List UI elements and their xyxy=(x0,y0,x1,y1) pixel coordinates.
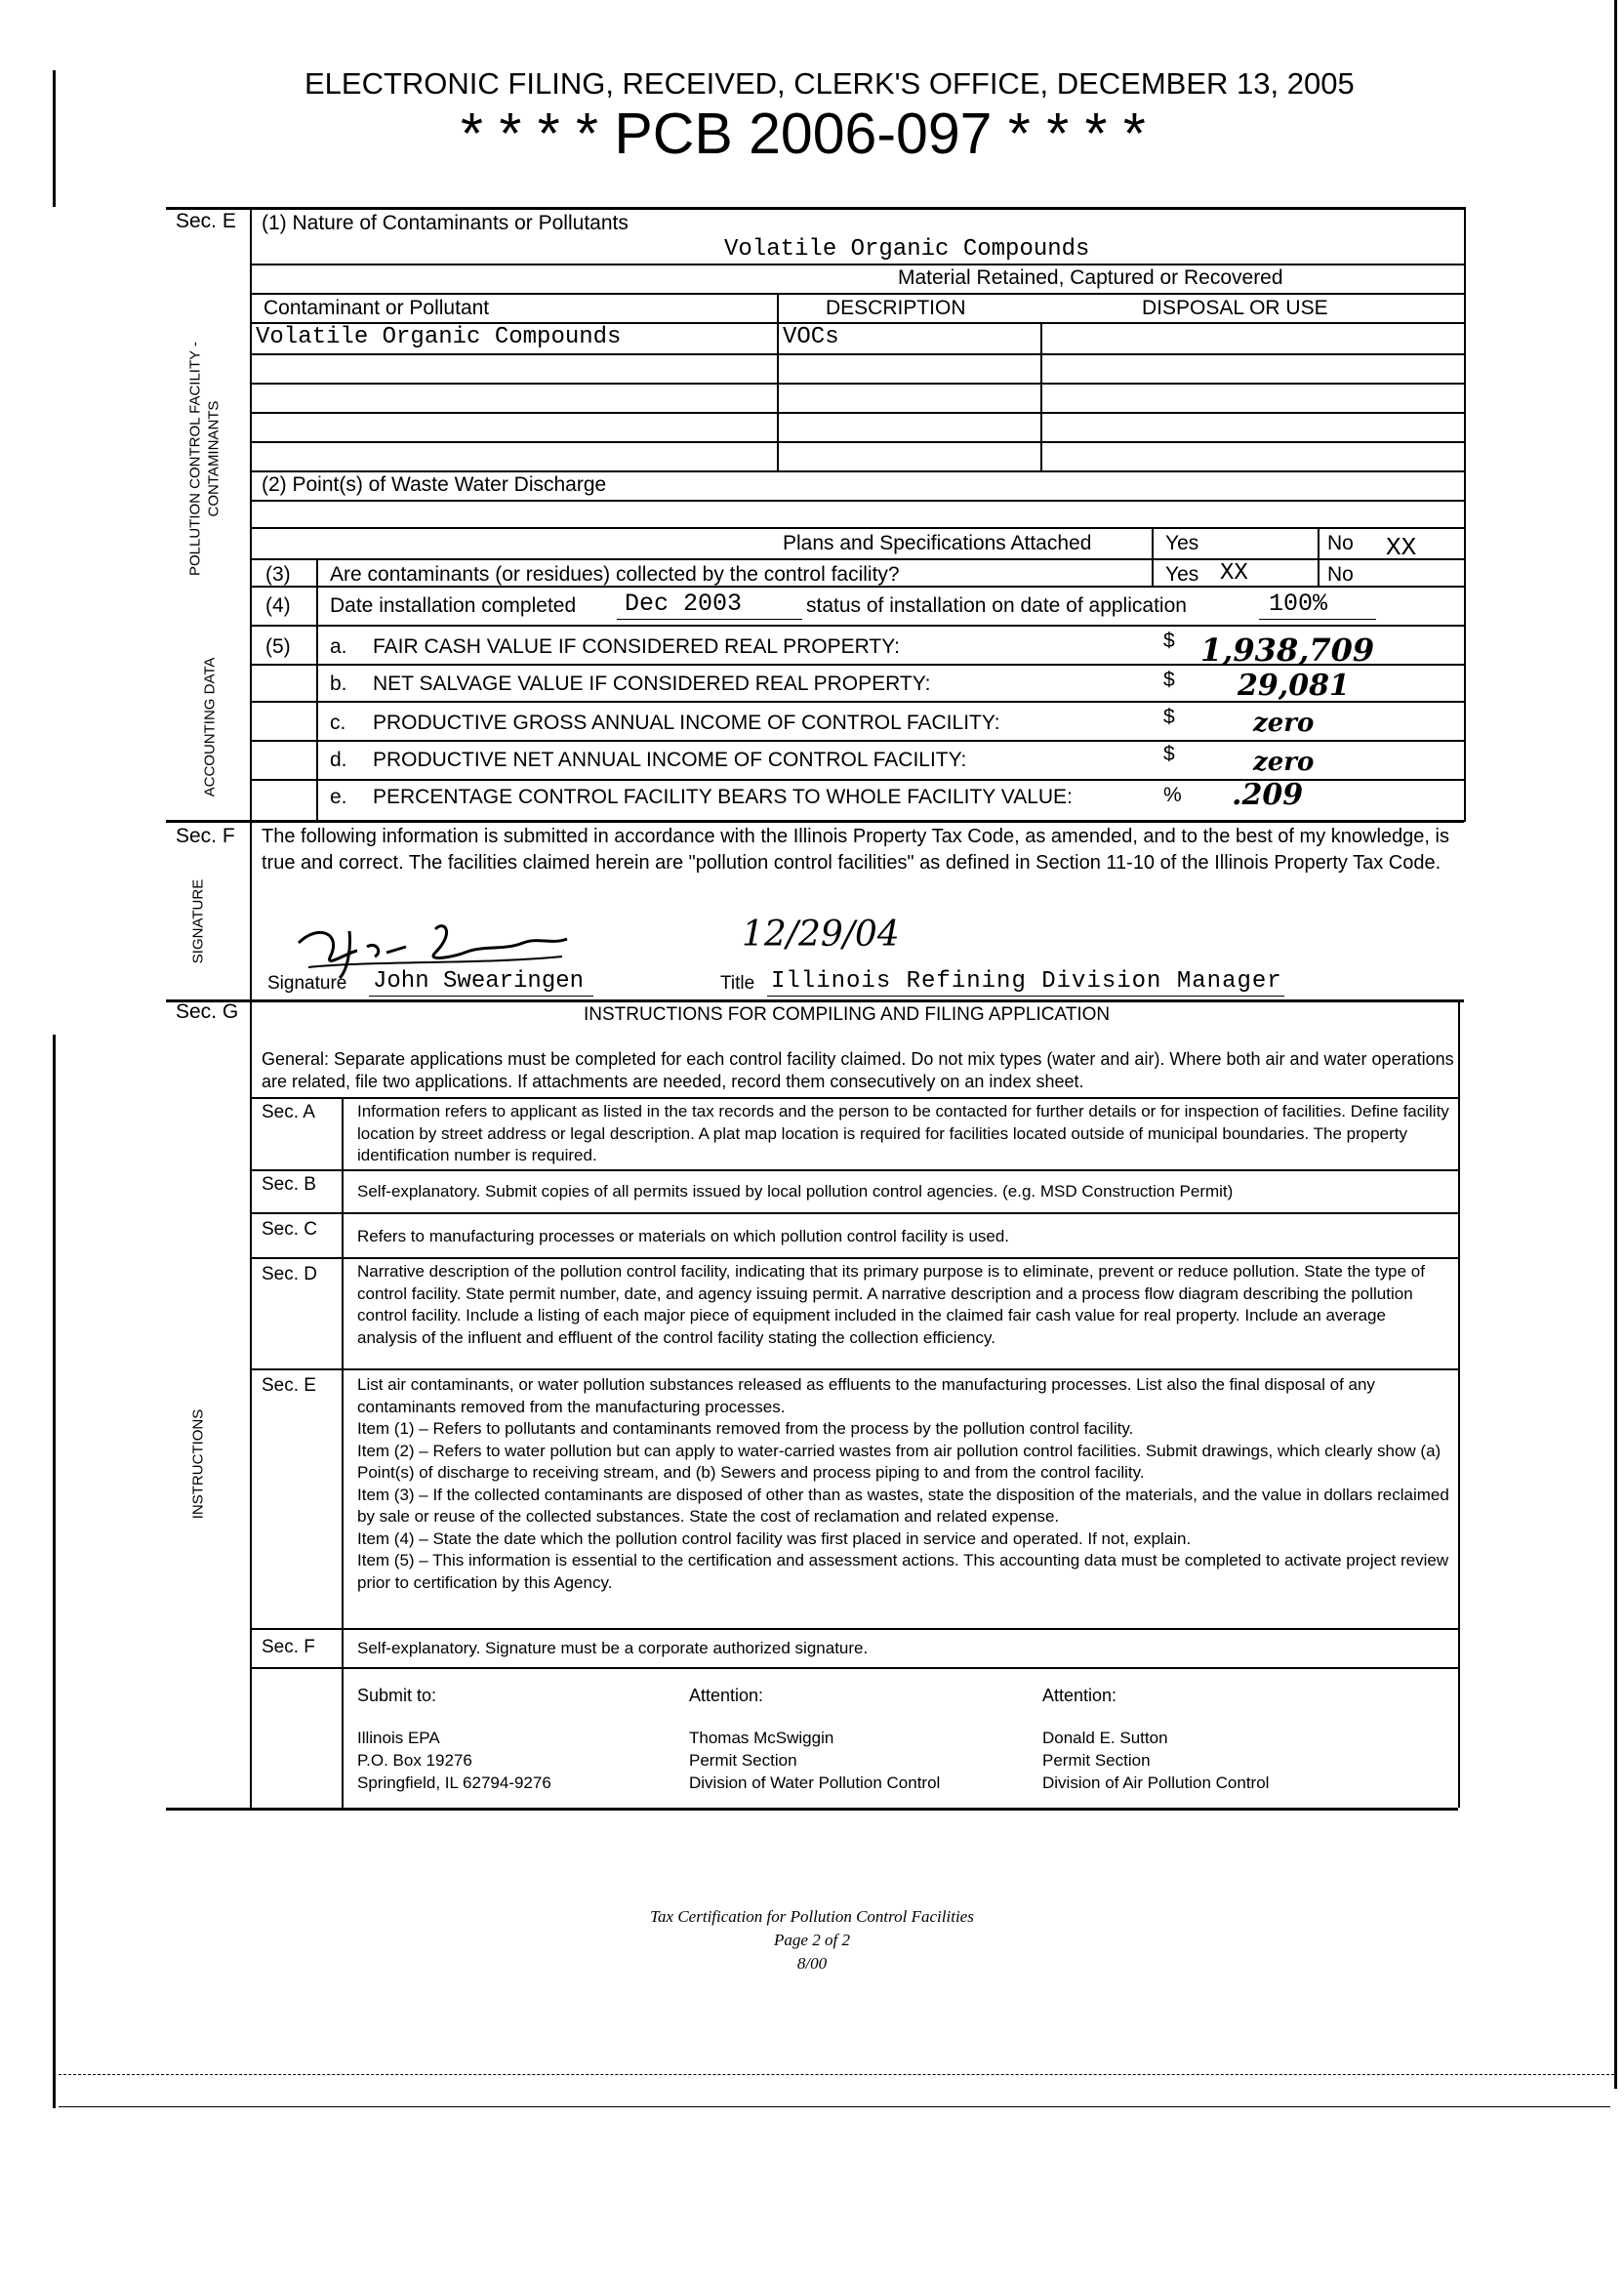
general-instructions: General: Separate applications must be completed for each control facility claimed. Do not mix types (water and air). Where both air and water operations are related, file two applications. If attachments are needed, record them consecutively on an index sheet. xyxy=(262,1049,1454,1091)
acct-e-value: .209 xyxy=(1232,778,1304,812)
acct-e-letter: e. xyxy=(330,786,347,808)
rule xyxy=(166,999,1464,1002)
rule xyxy=(250,353,1464,355)
item4-date: Dec 2003 xyxy=(625,590,743,618)
addr2-line2: Permit Section xyxy=(689,1751,797,1770)
scan-edge-mark xyxy=(1614,0,1617,2089)
sec-e-label: Sec. E xyxy=(176,210,236,232)
rule xyxy=(1152,527,1154,586)
addr3-line3: Division of Air Pollution Control xyxy=(1042,1773,1270,1792)
rule xyxy=(1259,619,1376,620)
row1-description: VOCs xyxy=(783,324,839,350)
sec-e-instr-text: List air contaminants, or water pollution substances released as effluents to the manufacturing processes. List also the final disposal of any contaminants removed from the manufacturing processes. Item (1) – Refers to pollutants and contaminants removed from the process by the pollution control facility. Item (2) – Refers to water pollution but can apply to water-carried wastes from air pollution control facilities. Submit drawings, which clearly show (a) Point(s) of discharge to receiving stream, and (b) Sewers and process piping to and from the control facility. Item (3) – If the collected contaminants are disposed of other than as wastes, state the disposition of the materials, and the value in dollars reclaimed by sale or reuse of the collected substances. State the cost of reclamation and related expense. Item (4) – State the date which the pollution control facility was first placed in service and operated. If not, explain. Item (5) – This information is essential to the certification and assessment actions. This accounting data must be completed to activate project review prior to certification by this Agency. xyxy=(357,1375,1449,1592)
instructions-heading: INSTRUCTIONS FOR COMPILING AND FILING APPLICATION xyxy=(584,1004,1111,1025)
sec-f-instr-text: Self-explanatory. Signature must be a corporate authorized signature. xyxy=(357,1639,869,1657)
acct-a-text: FAIR CASH VALUE IF CONSIDERED REAL PROPERTY: xyxy=(373,635,900,658)
title-value: Illinois Refining Division Manager xyxy=(771,968,1282,995)
item3-text: Are contaminants (or residues) collected by the control facility? xyxy=(330,563,900,586)
acct-d-letter: d. xyxy=(330,749,347,771)
scan-edge-mark xyxy=(53,1035,56,2108)
rule xyxy=(250,1368,1458,1370)
item3-mark: XX xyxy=(1220,560,1248,587)
rule xyxy=(617,619,802,620)
acct-e-text: PERCENTAGE CONTROL FACILITY BEARS TO WHOLE FACILITY VALUE: xyxy=(373,786,1073,808)
rule xyxy=(250,1257,1458,1259)
signature-date: 12/29/04 xyxy=(742,915,900,955)
rule xyxy=(250,664,1464,666)
rule xyxy=(250,558,1464,560)
title-label: Title xyxy=(720,973,755,994)
scan-edge-mark xyxy=(59,2074,1614,2075)
sec-c-text: Refers to manufacturing processes or materials on which pollution control facility is used. xyxy=(357,1227,1010,1245)
rule xyxy=(250,1667,1458,1669)
acct-c-value: zero xyxy=(1253,709,1315,738)
rule xyxy=(1464,207,1466,822)
scan-edge-mark xyxy=(59,2106,1610,2107)
sec-c-label: Sec. C xyxy=(262,1219,318,1240)
acct-d-unit: $ xyxy=(1163,743,1175,765)
attention1-label: Attention: xyxy=(689,1686,764,1705)
acct-b-text: NET SALVAGE VALUE IF CONSIDERED REAL PROPERTY: xyxy=(373,672,931,695)
case-number: * * * * PCB 2006-097 * * * * xyxy=(461,102,1146,166)
rule xyxy=(1458,999,1460,1808)
acct-b-unit: $ xyxy=(1163,669,1175,691)
item2-label: (2) Point(s) of Waste Water Discharge xyxy=(262,473,607,496)
sec-f-instr-label: Sec. F xyxy=(262,1637,315,1657)
sec-a-text: Information refers to applicant as listed in the tax records and the person to be contacted for further details or for inspection of facilities. Define facility location by street address or legal description. A plat map location is required for facilities located outside of municipal boundaries. The property identification number is required. xyxy=(357,1102,1449,1164)
footer-page: Page 2 of 2 xyxy=(774,1931,850,1949)
rule xyxy=(767,996,1284,997)
item5-num: (5) xyxy=(265,635,291,658)
item4-status-value: 100% xyxy=(1269,590,1328,618)
addr1-line1: Illinois EPA xyxy=(357,1729,440,1747)
addr1-line2: P.O. Box 19276 xyxy=(357,1751,472,1770)
col-contaminant: Contaminant or Pollutant xyxy=(264,297,490,319)
item3-no: No xyxy=(1327,563,1354,586)
rule xyxy=(250,586,1464,588)
item4-status: status of installation on date of application xyxy=(806,594,1187,617)
sec-a-label: Sec. A xyxy=(262,1102,315,1122)
rule xyxy=(250,527,1464,529)
rule xyxy=(342,1097,344,1808)
rule xyxy=(166,1808,1458,1811)
addr3-line1: Donald E. Sutton xyxy=(1042,1729,1168,1747)
item4-text: Date installation completed xyxy=(330,594,577,617)
acct-a-unit: $ xyxy=(1163,630,1175,652)
row1-contaminant: Volatile Organic Compounds xyxy=(256,324,622,350)
acct-a-letter: a. xyxy=(330,635,347,658)
acct-a-value: 1,938,709 xyxy=(1200,632,1375,669)
footer-title: Tax Certification for Pollution Control Facilities xyxy=(650,1907,974,1926)
side-label-accounting: ACCOUNTING DATA xyxy=(201,657,219,797)
rule xyxy=(250,383,1464,385)
col-disposal: DISPOSAL OR USE xyxy=(1142,297,1328,319)
acct-b-value: 29,081 xyxy=(1238,669,1350,703)
rule xyxy=(250,1169,1458,1171)
acct-d-text: PRODUCTIVE NET ANNUAL INCOME OF CONTROL FACILITY: xyxy=(373,749,967,771)
signature-label: Signature xyxy=(267,973,347,994)
rule xyxy=(250,441,1464,443)
plans-yes: Yes xyxy=(1165,532,1199,554)
plans-mark: XX xyxy=(1386,533,1417,562)
rule xyxy=(250,264,1464,265)
side-label-contaminants: POLLUTION CONTROL FACILITY - CONTAMINANTS xyxy=(186,341,222,577)
sec-b-label: Sec. B xyxy=(262,1174,316,1195)
rule xyxy=(777,293,779,470)
rule xyxy=(250,293,1464,295)
rule xyxy=(250,207,252,1808)
attention2-label: Attention: xyxy=(1042,1686,1117,1705)
addr2-line1: Thomas McSwiggin xyxy=(689,1729,834,1747)
submit-label: Submit to: xyxy=(357,1686,437,1705)
material-header: Material Retained, Captured or Recovered xyxy=(898,266,1283,289)
rule xyxy=(250,740,1464,742)
sec-f-statement: The following information is submitted in accordance with the Illinois Property Tax Code, as amended, and to the best of my knowledge, is true and correct. The facilities claimed herein are "pollution control facilities" as defined in Section 11-10 of the Illinois Property Tax Code. xyxy=(262,826,1449,874)
rule xyxy=(166,820,1464,823)
item1-value: Volatile Organic Compounds xyxy=(724,236,1090,263)
rule xyxy=(1040,322,1042,470)
acct-c-unit: $ xyxy=(1163,706,1175,728)
sec-d-text: Narrative description of the pollution control facility, indicating that its primary purpose is to eliminate, prevent or reduce pollution. State the type of control facility. State permit number, date, and agency issuing permit. A narrative description and a process flow diagram describing the pollution control facility. Include a listing of each major piece of equipment included in the claimed fair cash value for real property. Include an average analysis of the influent and effluent of the control facility stating the collection efficiency. xyxy=(357,1262,1425,1347)
acct-c-letter: c. xyxy=(330,712,346,734)
rule xyxy=(250,701,1464,703)
footer-date: 8/00 xyxy=(796,1954,828,1973)
addr3-line2: Permit Section xyxy=(1042,1751,1151,1770)
rule xyxy=(250,1097,1458,1099)
rule xyxy=(250,470,1464,472)
rule xyxy=(250,1628,1458,1630)
scan-edge-mark xyxy=(53,70,56,207)
rule xyxy=(369,996,593,997)
sec-g-label: Sec. G xyxy=(176,1000,239,1023)
plans-no: No xyxy=(1327,532,1354,554)
sec-b-text: Self-explanatory. Submit copies of all permits issued by local pollution control agencies. (e.g. MSD Construction Permit) xyxy=(357,1182,1234,1201)
filing-stamp-line: ELECTRONIC FILING, RECEIVED, CLERK'S OFFICE, DECEMBER 13, 2005 xyxy=(304,66,1355,101)
addr2-line3: Division of Water Pollution Control xyxy=(689,1773,941,1792)
acct-b-letter: b. xyxy=(330,672,347,695)
addr1-line3: Springfield, IL 62794-9276 xyxy=(357,1773,551,1792)
acct-e-unit: % xyxy=(1163,784,1182,806)
item4-num: (4) xyxy=(265,594,291,617)
acct-c-text: PRODUCTIVE GROSS ANNUAL INCOME OF CONTROL FACILITY: xyxy=(373,712,1000,734)
side-label-signature: SIGNATURE xyxy=(189,878,207,964)
sec-f-label: Sec. F xyxy=(176,825,235,847)
item1-label: (1) Nature of Contaminants or Pollutants xyxy=(262,212,629,234)
col-description: DESCRIPTION xyxy=(826,297,966,319)
side-label-instructions: INSTRUCTIONS xyxy=(189,1408,207,1520)
rule xyxy=(166,207,1464,210)
sec-d-label: Sec. D xyxy=(262,1264,318,1284)
plans-label: Plans and Specifications Attached xyxy=(783,532,1092,554)
signature-name: John Swearingen xyxy=(373,968,585,995)
acct-d-value: zero xyxy=(1253,748,1315,777)
item3-num: (3) xyxy=(265,563,291,586)
rule xyxy=(250,412,1464,414)
item3-yes: Yes xyxy=(1165,563,1199,586)
rule xyxy=(1318,527,1320,586)
rule xyxy=(250,500,1464,502)
rule xyxy=(250,1212,1458,1214)
sec-e-instr-label: Sec. E xyxy=(262,1375,316,1396)
rule xyxy=(250,625,1464,627)
